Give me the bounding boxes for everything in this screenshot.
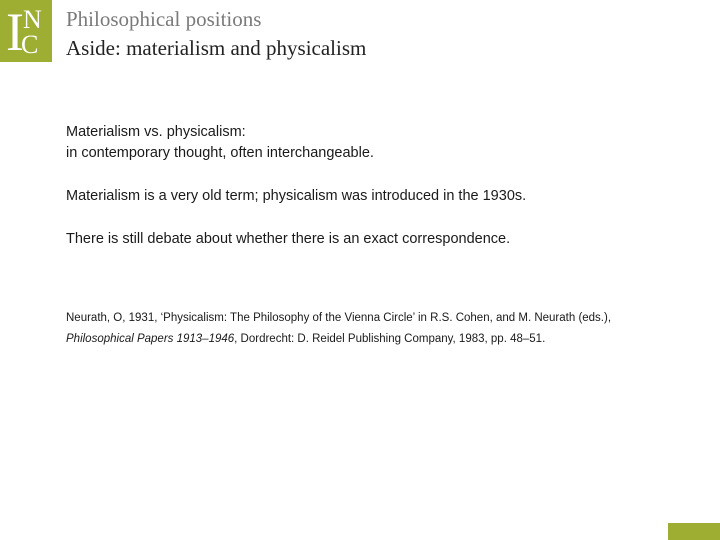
slide-section-title: Philosophical positions (66, 7, 262, 31)
reference-citation (66, 308, 646, 350)
citation-book-title: Philosophical Papers 1913–1946 (66, 333, 235, 345)
footer-accent-bar (668, 523, 720, 540)
citation-text: Neurath, O, 1931, ‘Physicalism: The Philosophy of the Vienna Circle’ in R.S. Cohen, and M. Neurath (eds.), (66, 312, 612, 324)
paragraph-line: in contemporary thought, often interchangeable. (66, 145, 374, 161)
logo-letter-n: N (23, 5, 42, 34)
logo-monogram (4, 2, 48, 62)
logo-letter-c: C (21, 30, 39, 59)
slide-body (66, 122, 686, 250)
paragraph-line: Materialism vs. physicalism: (66, 124, 246, 140)
logo (0, 0, 52, 62)
paragraph-line: There is still debate about whether there is an exact correspondence. (66, 231, 511, 247)
slide-title: Aside: materialism and physicalism (66, 36, 367, 60)
paragraph-line: Materialism is a very old term; physicalism was introduced in the 1930s. (66, 188, 527, 204)
logo-letter-i: I (6, 2, 24, 62)
paragraph-materialism-vs-physicalism (66, 122, 686, 164)
citation-text-end: , Dordrecht: D. Reidel Publishing Company, 1983, pp. 48–51. (234, 333, 546, 345)
paragraph-debate (66, 229, 686, 250)
paragraph-term-history (66, 186, 686, 207)
